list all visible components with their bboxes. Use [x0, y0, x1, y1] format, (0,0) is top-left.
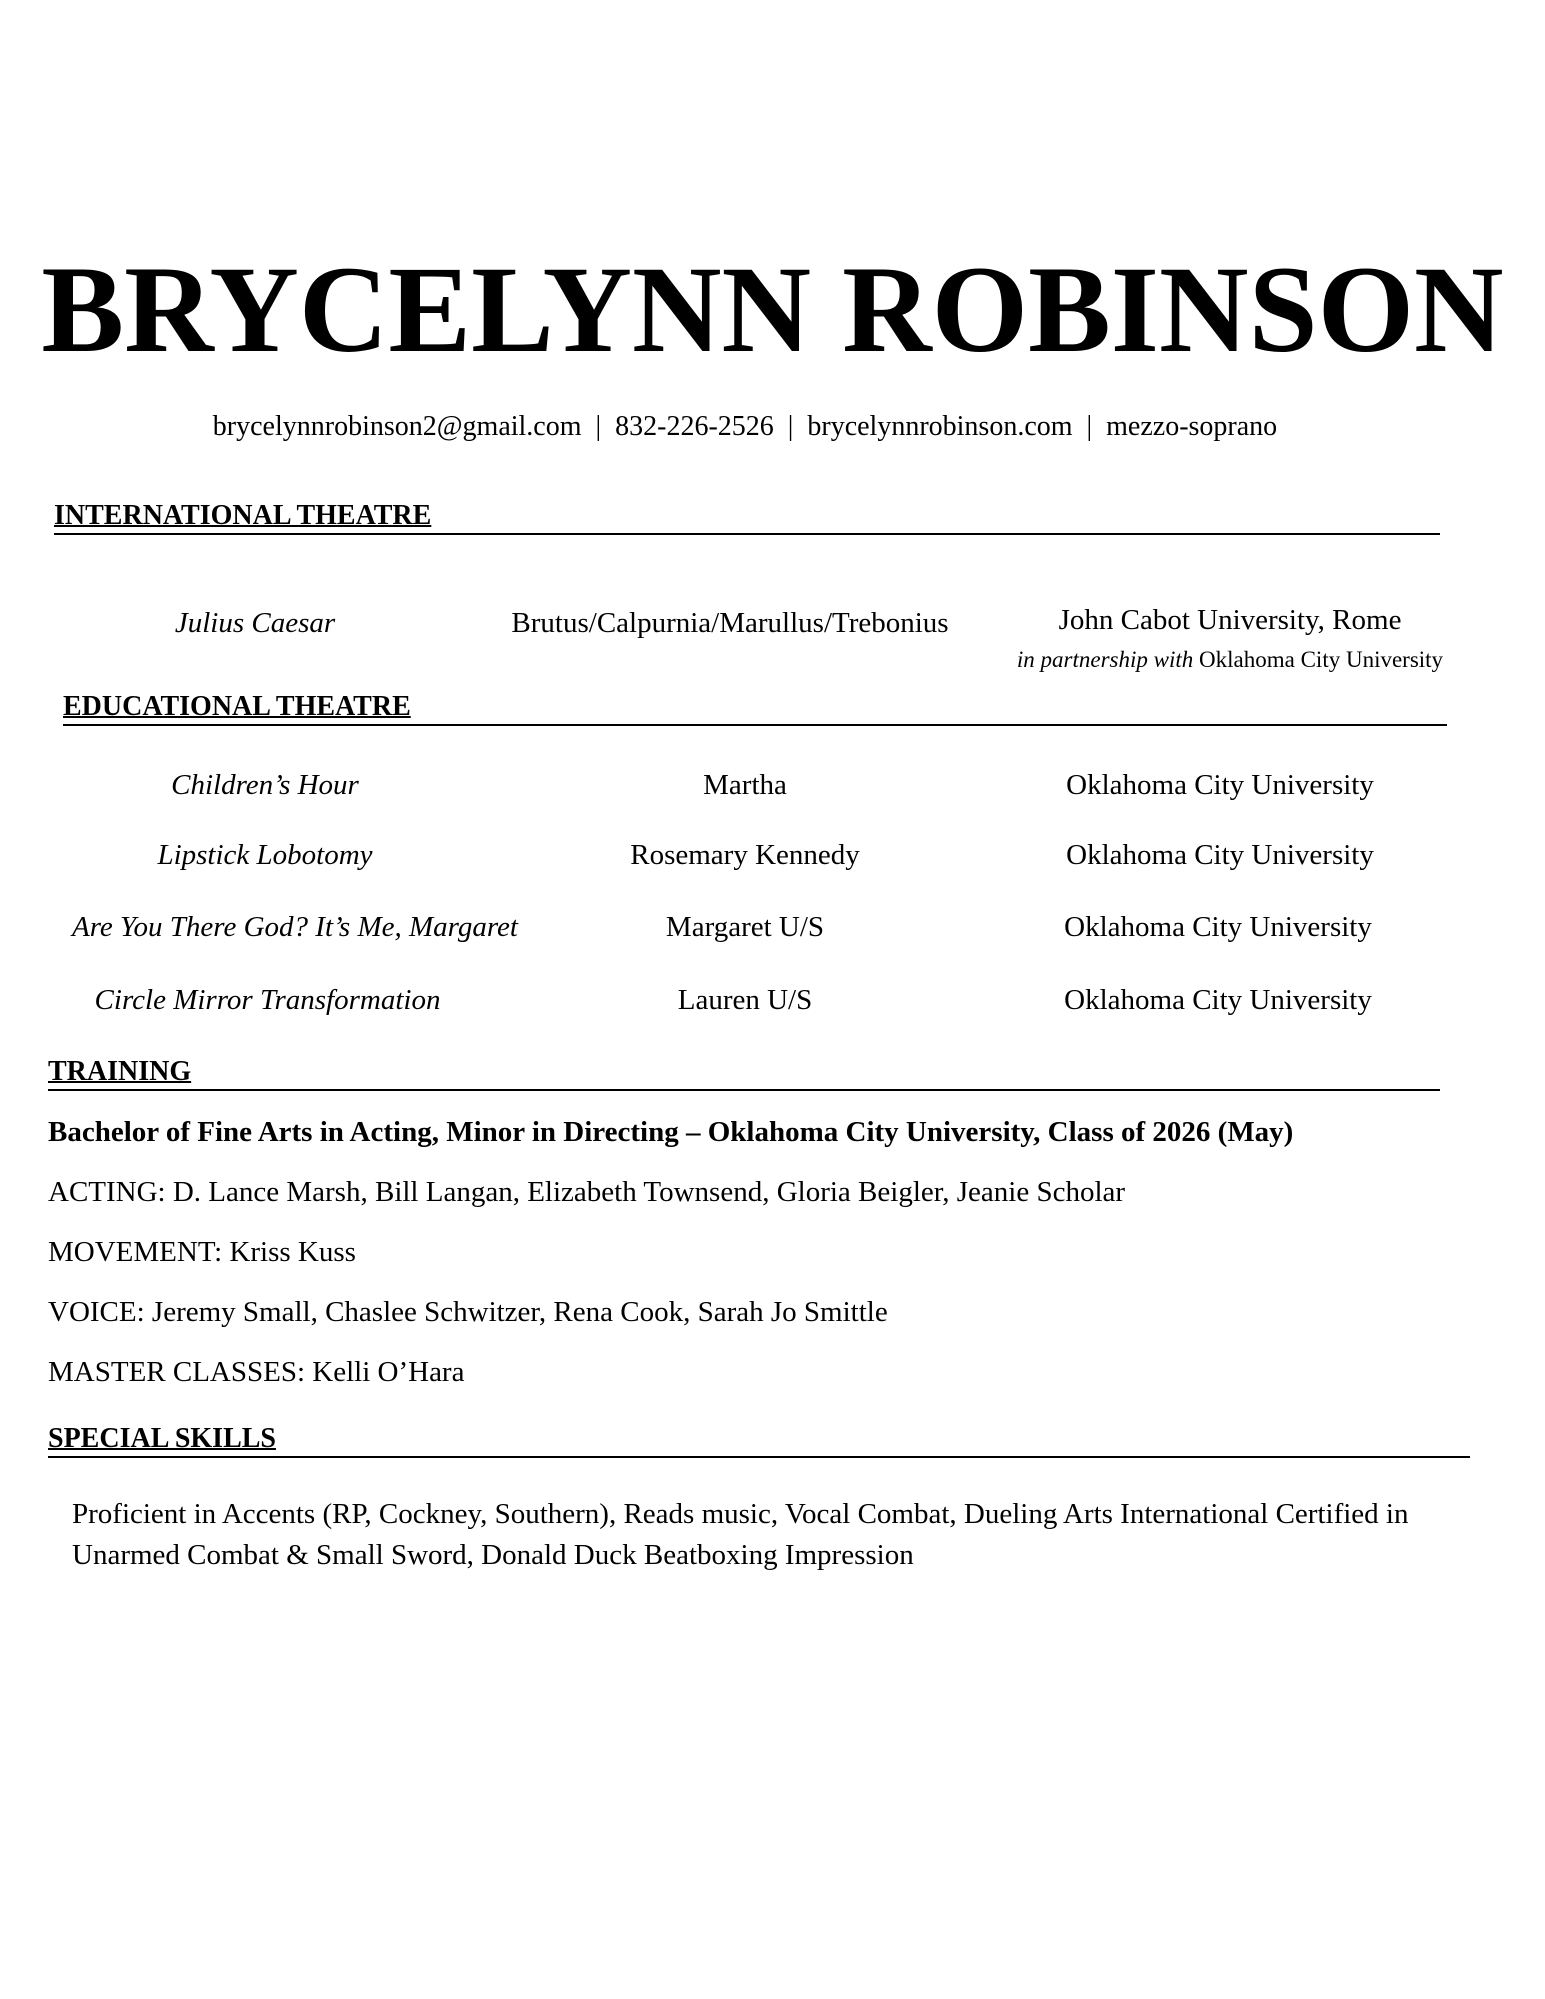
venue: Oklahoma City University: [1066, 839, 1374, 871]
training-voice: VOICE: Jeremy Small, Chaslee Schwitzer, Rena Cook, Sarah Jo Smittle: [48, 1296, 888, 1328]
training-movement: MOVEMENT: Kriss Kuss: [48, 1236, 356, 1268]
applicant-name: BRYCELYNN ROBINSON: [41, 241, 1504, 378]
venue: Oklahoma City University: [1066, 769, 1374, 801]
contact-line: brycelynnrobinson2@gmail.com | 832-226-2526 | brycelynnrobinson.com | mezzo-soprano: [212, 411, 1278, 442]
training-master-classes: MASTER CLASSES: Kelli O’Hara: [48, 1356, 465, 1388]
venue: John Cabot University, Rome: [1058, 604, 1402, 636]
show-title: Julius Caesar: [174, 607, 336, 639]
section-heading-skills: SPECIAL SKILLS: [48, 1422, 1470, 1458]
venue: Oklahoma City University: [1064, 984, 1372, 1016]
role: Brutus/Calpurnia/Marullus/Trebonius: [511, 607, 949, 639]
section-heading-educational: EDUCATIONAL THEATRE: [63, 690, 1447, 726]
role: Margaret U/S: [665, 911, 825, 943]
role: Martha: [703, 769, 787, 801]
show-title: Lipstick Lobotomy: [157, 839, 373, 871]
venue-note: in partnership with Oklahoma City University: [1016, 647, 1444, 672]
role: Lauren U/S: [677, 984, 813, 1016]
training-acting: ACTING: D. Lance Marsh, Bill Langan, Elizabeth Townsend, Gloria Beigler, Jeanie Scholar: [48, 1176, 1126, 1208]
venue: Oklahoma City University: [1064, 911, 1372, 943]
section-heading-international: INTERNATIONAL THEATRE: [54, 499, 1440, 535]
skills-text: Proficient in Accents (RP, Cockney, Southern), Reads music, Vocal Combat, Dueling Arts International Certified in Unarmed Combat & Small Sword, Donald Duck Beatboxing Impression: [72, 1498, 1409, 1571]
degree-line: Bachelor of Fine Arts in Acting, Minor in Directing – Oklahoma City University, Class of 2026 (May): [48, 1116, 1294, 1148]
section-heading-training: TRAINING: [48, 1055, 1440, 1091]
show-title: Children’s Hour: [171, 769, 359, 801]
role: Rosemary Kennedy: [630, 839, 860, 871]
show-title: Are You There God? It’s Me, Margaret: [72, 911, 518, 943]
show-title: Circle Mirror Transformation: [94, 984, 441, 1016]
